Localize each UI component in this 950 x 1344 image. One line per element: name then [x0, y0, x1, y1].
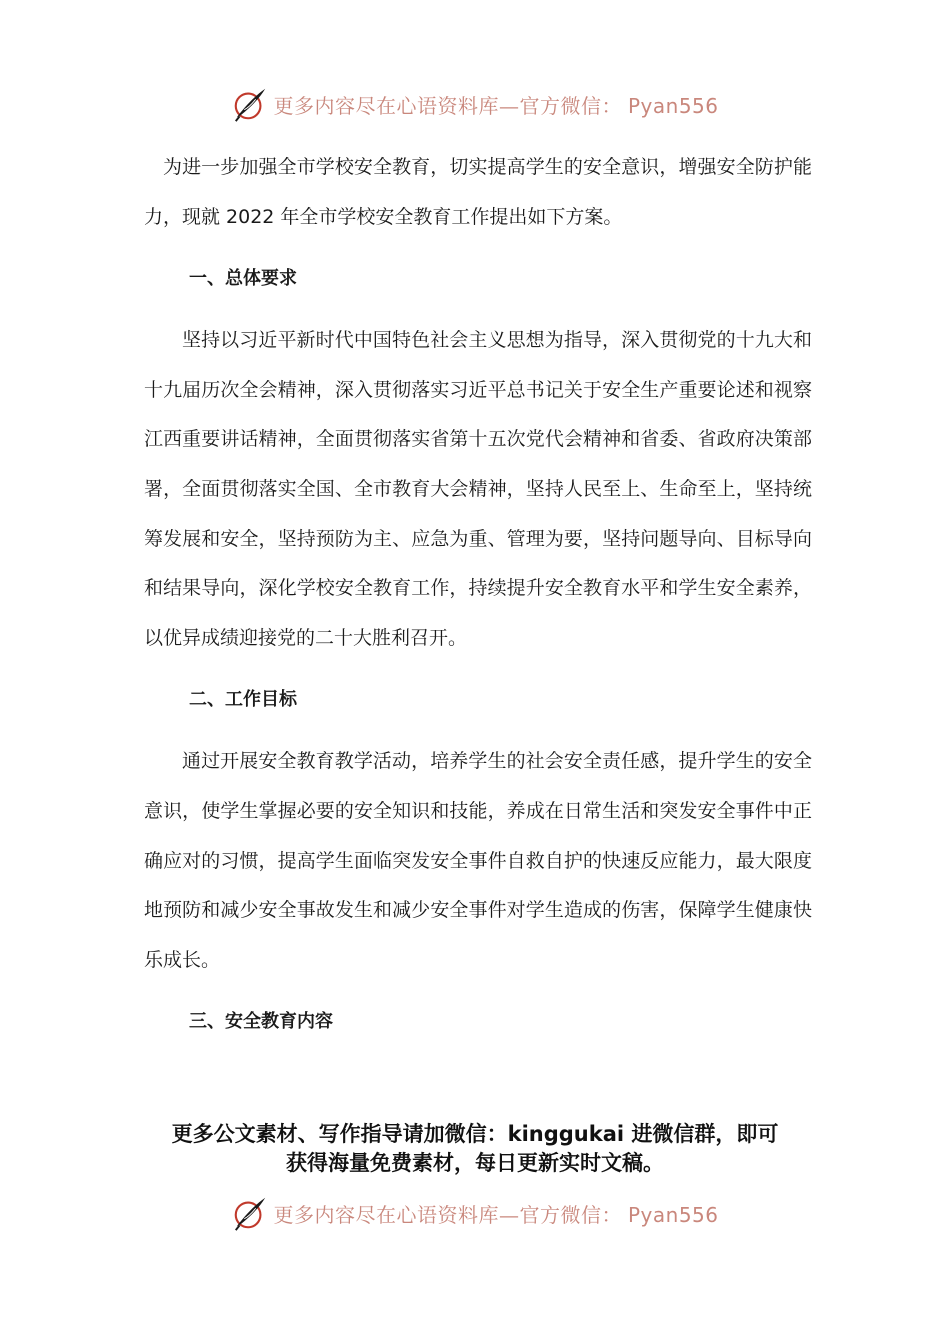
watermark-bottom: [0, 1193, 950, 1233]
watermark-wechat-id: Pyan556: [627, 93, 719, 118]
footer-promo-note: [100, 1120, 850, 1178]
quill-pen-logo-icon: [231, 1194, 269, 1232]
footer-line-2: 获得海量免费素材，每日更新实时文稿。: [286, 1151, 664, 1175]
section-heading-3: 三、安全教育内容: [189, 1011, 333, 1033]
watermark-label: 更多内容尽在心语资料库—官方微信：: [273, 1202, 622, 1227]
section-body-2: 通过开展安全教育教学活动，培养学生的社会安全责任感，提升学生的安全意识，使学生掌握必要的安全知识和技能，养成在日常生活和突发安全事件中正确应对的习惯，提高学生面临突发安全事件自救自护的快速反应能力，最大限度地预防和减少安全事故发生和减少安全事件对学生造成的伤害，保障学生健康快乐成长。: [144, 750, 812, 971]
watermark-top: [0, 84, 950, 124]
watermark-text: [273, 1199, 718, 1228]
section-heading-2: 二、工作目标: [189, 689, 297, 711]
watermark-label: 更多内容尽在心语资料库—官方微信：: [273, 93, 622, 118]
quill-pen-logo-icon: [231, 85, 269, 123]
footer-line-1: 更多公文素材、写作指导请加微信：kinggukai 进微信群，即可: [171, 1122, 779, 1146]
intro-paragraph: 为进一步加强全市学校安全教育，切实提高学生的安全意识，增强安全防护能力，现就 2022 年全市学校安全教育工作提出如下方案。: [144, 156, 812, 228]
section-body-1: 坚持以习近平新时代中国特色社会主义思想为指导，深入贯彻党的十九大和十九届历次全会精神，深入贯彻落实习近平总书记关于安全生产重要论述和视察江西重要讲话精神，全面贯彻落实省第十五次党代会精神和省委、省政府决策部署，全面贯彻落实全国、全市教育大会精神，坚持人民至上、生命至上，坚持统筹发展和安全，坚持预防为主、应急为重、管理为要，坚持问题导向、目标导向和结果导向，深化学校安全教育工作，持续提升安全教育水平和学生安全素养，以优异成绩迎接党的二十大胜利召开。: [144, 329, 812, 649]
watermark-text: [273, 90, 718, 119]
document-body: [144, 143, 812, 1034]
watermark-wechat-id: Pyan556: [627, 1202, 719, 1227]
section-heading-1: 一、总体要求: [189, 268, 297, 290]
